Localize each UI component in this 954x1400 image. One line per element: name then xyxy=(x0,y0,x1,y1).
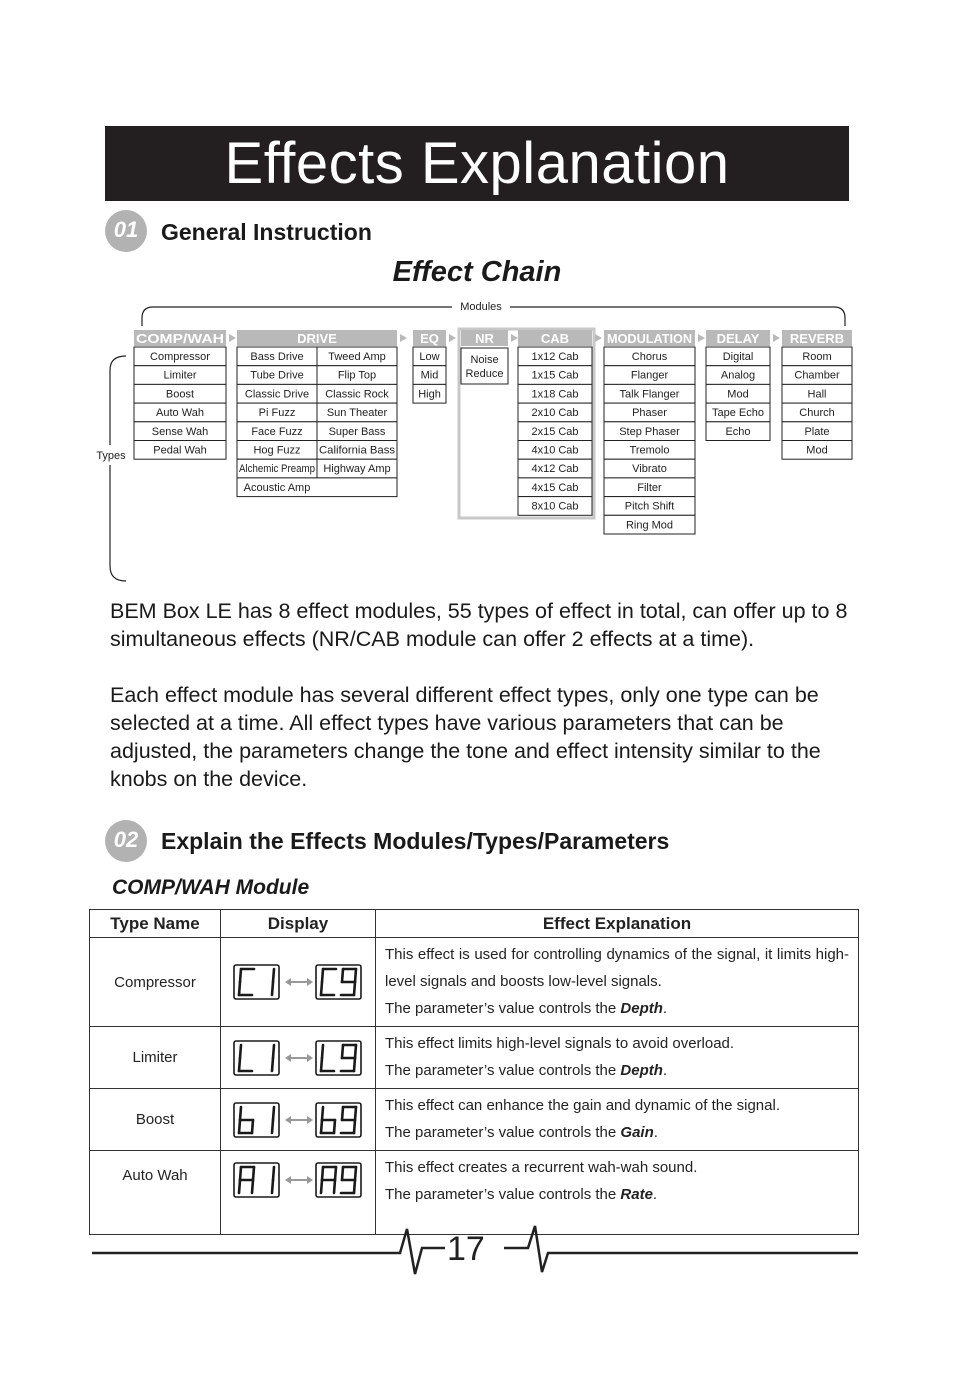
type-name: Compressor xyxy=(90,938,221,1027)
module-header: DELAY xyxy=(716,331,760,346)
effect-description: This effect is used for controlling dynamics of the signal, it limits high-level signals and boosts low-level signals. xyxy=(385,946,849,990)
effects-table xyxy=(89,909,859,1235)
section-title: Explain the Effects Modules/Types/Parameters xyxy=(161,828,670,854)
type-label: Echo xyxy=(725,425,751,438)
type-label: Classic Drive xyxy=(244,388,310,401)
type-label: Sense Wah xyxy=(151,425,209,438)
page-title: Effects Explanation xyxy=(224,131,730,196)
type-label: 1x15 Cab xyxy=(531,369,579,382)
module-delay xyxy=(706,330,770,441)
type-label: Hog Fuzz xyxy=(253,444,301,457)
type-label: Talk Flanger xyxy=(619,388,680,401)
display-cell xyxy=(221,938,376,1027)
type-label: 4x12 Cab xyxy=(531,463,579,476)
type-label: Low xyxy=(419,351,440,363)
chain-arrow-icon xyxy=(400,334,407,342)
type-label: Acoustic Amp xyxy=(243,481,311,494)
chain-arrow-icon xyxy=(773,334,780,342)
type-label: Ring Mod xyxy=(625,519,674,532)
type-label: Chorus xyxy=(631,351,668,363)
types-bracket xyxy=(110,356,126,581)
type-label: Tremolo xyxy=(629,444,670,457)
type-label: Reduce xyxy=(465,368,504,380)
type-label: Phaser xyxy=(632,407,667,420)
chain-arrow-icon xyxy=(698,334,705,342)
lcd-display xyxy=(232,1101,364,1139)
type-label: Tweed Amp xyxy=(328,351,386,363)
effect-chain-title: Effect Chain xyxy=(392,256,562,288)
module-header: MODULATION xyxy=(607,331,692,346)
table-header-row xyxy=(90,910,859,938)
modules-label: Modules xyxy=(460,301,502,313)
intro-paragraph: BEM Box LE has 8 effect modules, 55 types of effect in total, can offer up to 8 simultaneous effects (NR/CAB module can offer 2 effects at a time). xyxy=(110,599,848,651)
type-name: Limiter xyxy=(90,1027,221,1089)
type-label: Noise xyxy=(470,354,499,366)
type-label: 8x10 Cab xyxy=(531,500,579,513)
type-label: Flip Top xyxy=(337,369,377,382)
double-arrow-icon xyxy=(285,1116,313,1124)
type-label: Tube Drive xyxy=(250,369,304,382)
effect-explanation xyxy=(376,938,859,1027)
type-label: Step Phaser xyxy=(619,425,680,438)
type-label: Vibrato xyxy=(632,463,667,476)
type-label: Hall xyxy=(807,388,827,401)
type-label: 1x18 Cab xyxy=(531,388,579,401)
section-number-badge: 02 xyxy=(105,820,147,862)
type-label: Tape Echo xyxy=(712,407,764,420)
table-row xyxy=(90,1027,859,1089)
type-label: 2x15 Cab xyxy=(531,425,579,438)
display-cell xyxy=(221,1151,376,1235)
type-label: Mid xyxy=(420,369,439,382)
chain-arrow-icon xyxy=(511,334,518,342)
double-arrow-icon xyxy=(285,1176,313,1184)
effect-description: This effect can enhance the gain and dynamic of the signal. xyxy=(385,1097,780,1114)
section-number-badge: 01 xyxy=(105,210,147,252)
type-label: Analog xyxy=(720,369,756,382)
chain-arrow-icon xyxy=(449,334,456,342)
module-header: CAB xyxy=(540,331,570,346)
parameter-note: The parameter’s value controls the Gain. xyxy=(385,1124,658,1141)
parameter-name: Depth xyxy=(620,1000,663,1017)
column-header: Effect Explanation xyxy=(376,910,859,938)
type-label: 4x15 Cab xyxy=(531,481,579,494)
type-label: Face Fuzz xyxy=(251,425,303,438)
type-label: Highway Amp xyxy=(323,463,391,476)
lcd-display xyxy=(232,1039,364,1077)
display-cell xyxy=(221,1089,376,1151)
type-label: Chamber xyxy=(794,369,840,382)
section-title: General Instruction xyxy=(161,219,372,245)
type-label: Bass Drive xyxy=(250,351,304,363)
page-number: 17 xyxy=(447,1230,485,1268)
type-label: Pedal Wah xyxy=(153,444,207,457)
type-label: Church xyxy=(799,407,835,420)
type-label: Super Bass xyxy=(328,425,386,438)
parameter-name: Depth xyxy=(620,1062,663,1079)
module-eq xyxy=(413,330,446,403)
parameter-name: Rate xyxy=(620,1186,653,1203)
type-label: Pitch Shift xyxy=(624,500,675,513)
column-header: Display xyxy=(221,910,376,938)
parameter-note: The parameter’s value controls the Rate. xyxy=(385,1186,658,1203)
effect-explanation xyxy=(376,1151,859,1235)
type-label: Limiter xyxy=(163,369,197,382)
module-comp-wah xyxy=(134,330,226,459)
parameter-note: The parameter’s value controls the Depth. xyxy=(385,1062,668,1079)
type-label: Boost xyxy=(165,388,195,401)
display-cell xyxy=(221,1027,376,1089)
type-label: Flanger xyxy=(630,369,669,382)
effect-explanation xyxy=(376,1027,859,1089)
module-header: COMP/WAH xyxy=(136,331,224,346)
table-row xyxy=(90,1151,859,1235)
type-name: Auto Wah xyxy=(90,1151,221,1235)
double-arrow-icon xyxy=(285,978,313,986)
type-label: High xyxy=(418,388,441,401)
type-label: Pi Fuzz xyxy=(258,407,296,420)
type-label: Sun Theater xyxy=(326,407,388,420)
type-label: Filter xyxy=(637,481,662,494)
types-label: Types xyxy=(96,450,126,462)
type-label: Mod xyxy=(806,444,828,457)
effect-description: This effect limits high-level signals to avoid overload. xyxy=(385,1035,735,1052)
chain-arrow-icon xyxy=(595,334,602,342)
type-label: Plate xyxy=(804,425,830,438)
table-row xyxy=(90,938,859,1027)
module-drive xyxy=(237,330,397,497)
effect-chain-diagram xyxy=(0,0,954,600)
column-header: Type Name xyxy=(90,910,221,938)
type-label: Classic Rock xyxy=(325,388,389,401)
intro-paragraph: Each effect module has several different effect types, only one type can be selected at a time. All effect types have various parameters that can be adjusted, the parameters change the tone and effect intensity similar to the knobs on the device. xyxy=(110,683,821,791)
type-label: Mod xyxy=(727,388,749,401)
module-header: DRIVE xyxy=(297,331,337,346)
module-modulation xyxy=(604,330,695,534)
type-label: Room xyxy=(802,351,832,363)
module-reverb xyxy=(782,330,852,459)
module-nr xyxy=(461,330,508,384)
type-label: Digital xyxy=(722,351,754,363)
chain-arrow-icon xyxy=(229,334,236,342)
module-header: EQ xyxy=(420,331,439,346)
type-label: Auto Wah xyxy=(156,407,204,420)
type-label: 1x12 Cab xyxy=(531,351,579,363)
module-header: REVERB xyxy=(789,331,845,346)
effect-description: This effect creates a recurrent wah-wah sound. xyxy=(385,1159,698,1176)
type-label: 4x10 Cab xyxy=(531,444,579,457)
lcd-display xyxy=(232,1161,364,1199)
lcd-display xyxy=(232,963,364,1001)
parameter-note: The parameter’s value controls the Depth. xyxy=(385,1000,668,1017)
table-row xyxy=(90,1089,859,1151)
module-header: NR xyxy=(475,331,494,346)
module-cab xyxy=(518,330,592,515)
effect-explanation xyxy=(376,1089,859,1151)
type-label: 2x10 Cab xyxy=(531,407,579,420)
module-title: COMP/WAH Module xyxy=(112,876,310,899)
double-arrow-icon xyxy=(285,1054,313,1062)
type-name: Boost xyxy=(90,1089,221,1151)
type-label: Alchemic Preamp xyxy=(239,463,315,476)
parameter-name: Gain xyxy=(620,1124,654,1141)
type-label: California Bass xyxy=(319,444,396,457)
type-label: Compressor xyxy=(150,351,210,363)
